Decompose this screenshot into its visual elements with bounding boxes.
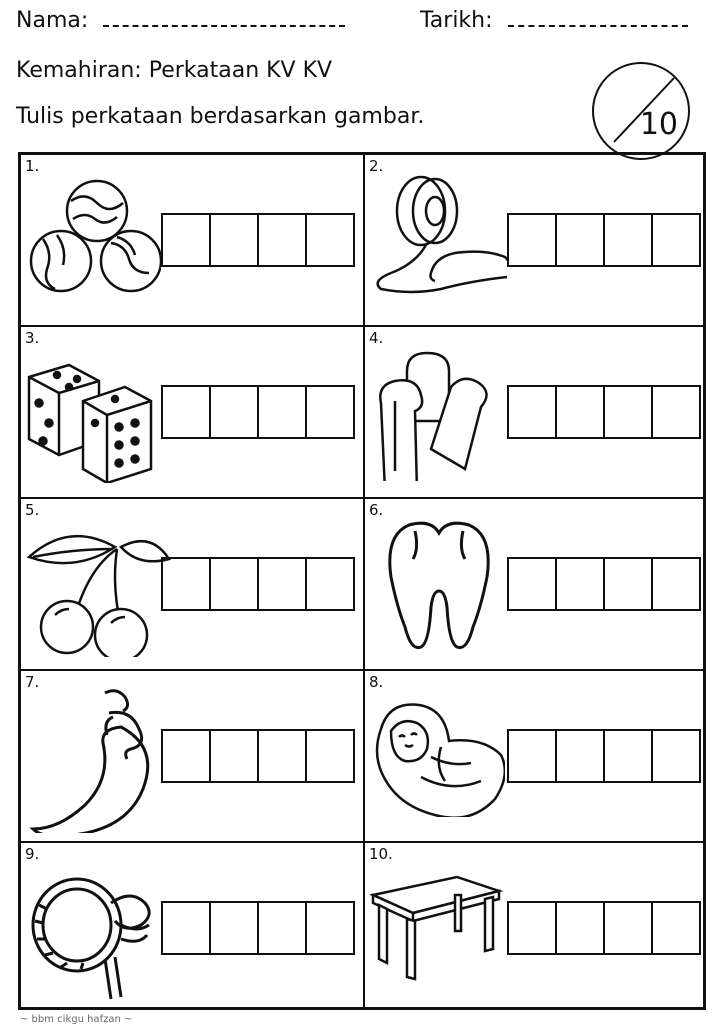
- table-icon: [369, 865, 505, 995]
- score-total: 10: [639, 107, 678, 142]
- item-7: [20, 670, 364, 842]
- date-label: Tarikh:: [420, 8, 493, 33]
- tooth-icon: [379, 517, 499, 657]
- answer-boxes[interactable]: [161, 385, 355, 439]
- item-2: [364, 154, 704, 326]
- answer-boxes[interactable]: [161, 729, 355, 783]
- date-field[interactable]: [420, 8, 688, 33]
- rope-icon: [25, 865, 161, 1005]
- item-4: [364, 326, 704, 498]
- item-10: [364, 842, 704, 1008]
- item-number: 1.: [25, 157, 40, 175]
- name-label: Nama:: [16, 8, 89, 33]
- chili-icon: [29, 683, 161, 833]
- answer-boxes[interactable]: [507, 385, 701, 439]
- name-blank[interactable]: [103, 11, 345, 27]
- marbles-icon: [27, 169, 161, 299]
- dice-icon: [25, 353, 159, 483]
- item-number: 8.: [369, 673, 384, 691]
- worksheet-grid: [18, 152, 706, 1010]
- item-number: 6.: [369, 501, 384, 519]
- item-5: [20, 498, 364, 670]
- credit-text: ~ bbm cikgu hafzan ~: [20, 1014, 133, 1025]
- skill-title: Kemahiran: Perkataan KV KV: [16, 58, 333, 83]
- baby-icon: [371, 697, 505, 817]
- item-number: 3.: [25, 329, 40, 347]
- answer-boxes[interactable]: [507, 729, 701, 783]
- answer-boxes[interactable]: [161, 901, 355, 955]
- answer-boxes[interactable]: [507, 557, 701, 611]
- name-field[interactable]: [16, 8, 345, 33]
- answer-boxes[interactable]: [507, 901, 701, 955]
- bread-icon: [371, 341, 505, 481]
- answer-boxes[interactable]: [161, 557, 355, 611]
- answer-boxes[interactable]: [507, 213, 701, 267]
- yoyo-icon: [371, 173, 507, 303]
- item-number: 10.: [369, 845, 393, 863]
- item-number: 4.: [369, 329, 384, 347]
- item-6: [364, 498, 704, 670]
- item-9: [20, 842, 364, 1008]
- score-circle: [592, 62, 690, 160]
- cherry-icon: [25, 517, 173, 657]
- item-number: 9.: [25, 845, 40, 863]
- item-number: 5.: [25, 501, 40, 519]
- instruction-text: Tulis perkataan berdasarkan gambar.: [16, 104, 425, 129]
- date-blank[interactable]: [508, 11, 688, 27]
- item-8: [364, 670, 704, 842]
- item-number: 7.: [25, 673, 40, 691]
- item-3: [20, 326, 364, 498]
- item-number: 2.: [369, 157, 384, 175]
- answer-boxes[interactable]: [161, 213, 355, 267]
- item-1: [20, 154, 364, 326]
